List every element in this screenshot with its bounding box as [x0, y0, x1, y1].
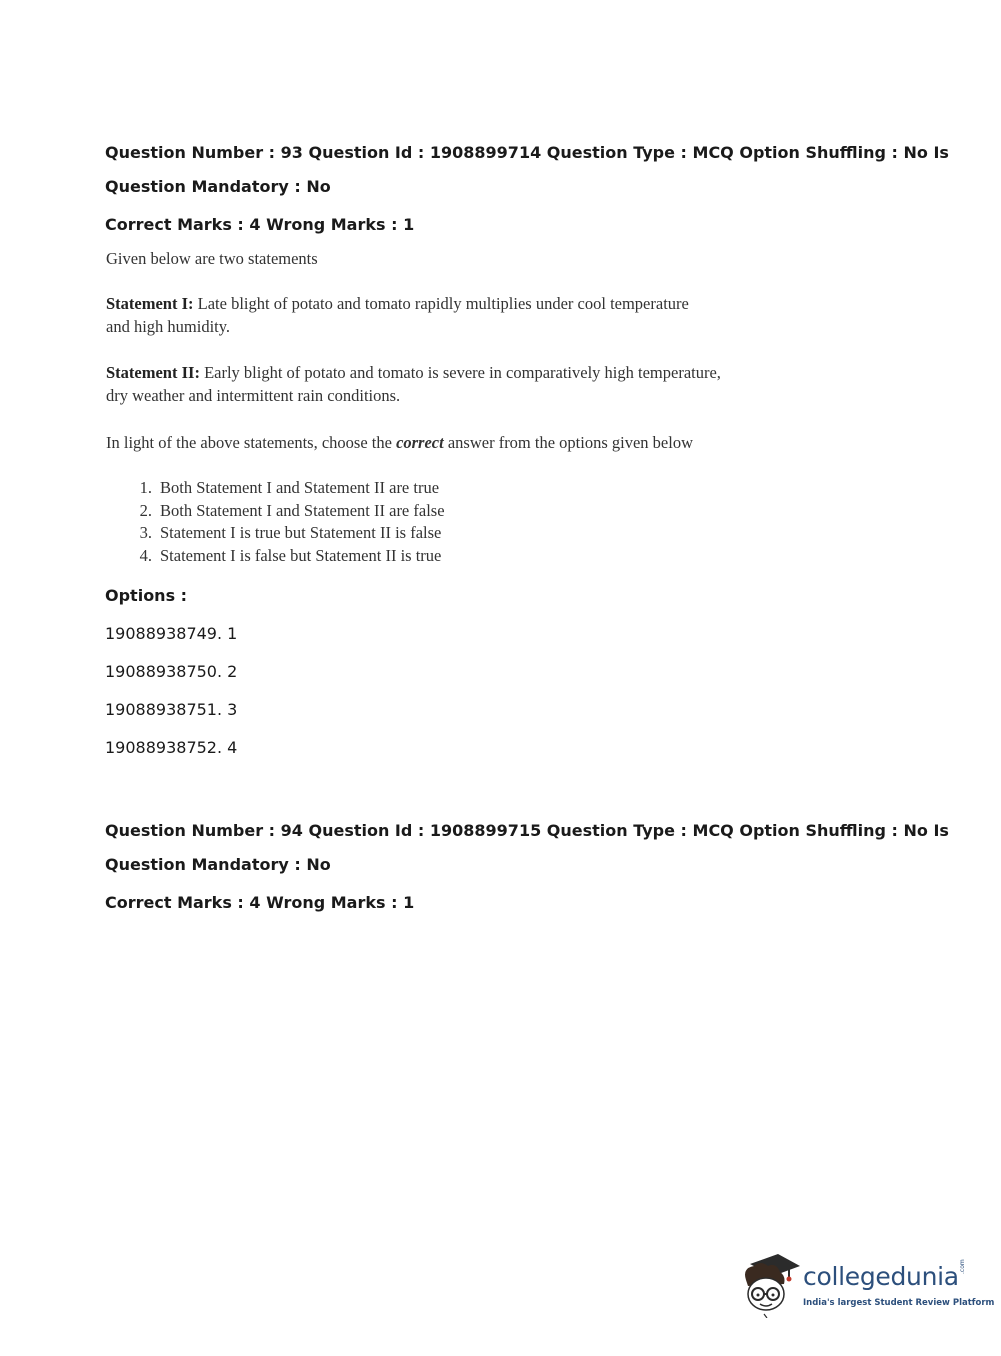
statement-1-label: Statement I: — [106, 294, 194, 313]
question-93-meta-line2: Question Mandatory : No — [105, 177, 331, 196]
question-93-meta-line1: Question Number : 93 Question Id : 1908899714 Question Type : MCQ Option Shuffling : No Is — [105, 143, 949, 162]
option-item: 19088938750. 2 — [105, 662, 238, 681]
options-label: Options : — [105, 586, 188, 605]
mascot-icon — [740, 1250, 802, 1318]
instruction-emphasis: correct — [396, 433, 444, 452]
choice-item — [106, 477, 445, 500]
question-94-meta-line2: Question Mandatory : No — [105, 855, 331, 874]
option-item: 19088938749. 1 — [105, 624, 238, 643]
choice-list — [106, 477, 445, 567]
choice-item — [106, 545, 445, 568]
choice-text: Statement I is true but Statement II is false — [160, 523, 442, 542]
choice-item — [106, 500, 445, 523]
statement-2-label: Statement II: — [106, 363, 200, 382]
question-93-marks: Correct Marks : 4 Wrong Marks : 1 — [105, 215, 415, 234]
statement-2 — [106, 361, 726, 407]
logo-dotcom: .com — [959, 1259, 966, 1274]
statement-2-text: Early blight of potato and tomato is severe in comparatively high temperature, dry weather and intermittent rain conditions. — [106, 363, 721, 405]
choice-number: 1. — [139, 478, 152, 497]
choice-number: 3. — [139, 523, 152, 542]
statement-1-text: Late blight of potato and tomato rapidly multiplies under cool temperature and high humidity. — [106, 294, 689, 336]
collegedunia-logo — [740, 1250, 995, 1320]
choice-text: Both Statement I and Statement II are false — [160, 500, 445, 520]
question-94-marks: Correct Marks : 4 Wrong Marks : 1 — [105, 893, 415, 912]
choice-number: 2. — [139, 500, 152, 520]
choice-number: 4. — [139, 545, 152, 565]
choice-text: Both Statement I and Statement II are true — [160, 478, 440, 497]
choice-item — [106, 522, 445, 545]
instruction-before: In light of the above statements, choose the — [106, 433, 397, 452]
option-item: 19088938752. 4 — [105, 738, 238, 757]
logo-wordmark: collegedunia — [803, 1262, 959, 1291]
instruction-after: answer from the options given below — [443, 433, 693, 452]
statement-1 — [106, 292, 706, 338]
option-item: 19088938751. 3 — [105, 700, 238, 719]
question-instruction — [106, 431, 693, 454]
question-intro: Given below are two statements — [106, 249, 318, 268]
logo-tagline: India's largest Student Review Platform — [803, 1298, 995, 1308]
question-94-meta-line1: Question Number : 94 Question Id : 1908899715 Question Type : MCQ Option Shuffling : No Is — [105, 821, 949, 840]
choice-text: Statement I is false but Statement II is true — [160, 545, 442, 565]
